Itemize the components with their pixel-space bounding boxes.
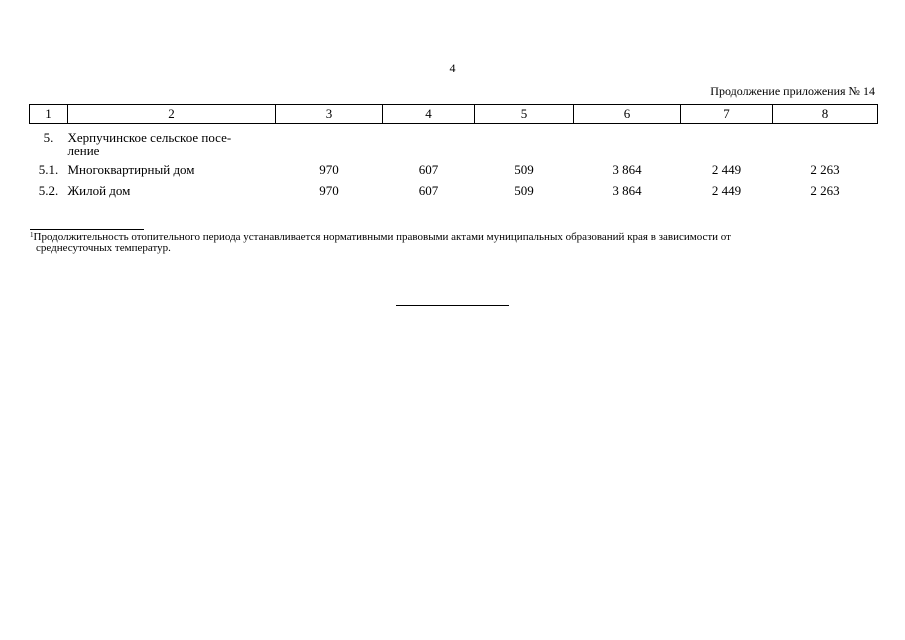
row-value: 2 263: [810, 162, 840, 177]
row-value: 607: [418, 162, 439, 177]
row-value: 2 263: [810, 183, 840, 198]
continuation-label: Продолжение приложения № 14: [710, 84, 875, 98]
footnote-marker: 1: [30, 231, 34, 239]
table-header-row: [30, 105, 878, 124]
footnote-divider: [30, 229, 144, 230]
column-header: 5: [475, 105, 574, 124]
column-header: 2: [68, 105, 276, 124]
column-header: 6: [574, 105, 681, 124]
table-row: [30, 182, 878, 203]
column-header: 4: [383, 105, 475, 124]
row-name: Жилой дом: [67, 183, 131, 198]
row-value: 970: [319, 162, 339, 177]
row-value: 2 449: [711, 162, 742, 177]
row-value: 3 864: [612, 183, 642, 198]
row-value: 3 864: [612, 162, 642, 177]
row-name: Многоквартирный дом: [67, 162, 195, 177]
column-header: 8: [773, 105, 878, 124]
data-table: [29, 104, 878, 203]
column-header: 1: [30, 105, 68, 124]
row-value: 2 449: [711, 183, 742, 198]
column-header: 7: [681, 105, 773, 124]
footnote-line2: среднесуточных температур.: [36, 242, 171, 254]
footnote: [30, 232, 876, 254]
section-name-line1: Херпучинское сельское посе-: [67, 130, 232, 145]
column-header: 3: [276, 105, 383, 124]
row-number: 5.2.: [38, 183, 59, 198]
section-row: [30, 124, 878, 162]
row-value: 970: [319, 183, 339, 198]
page-number: 4: [449, 61, 456, 75]
footnote-line1: Продолжительность отопительного периода устанавливается нормативными правовыми актами муниципальных образований края в зависимости от: [33, 231, 731, 243]
section-number: 5.: [43, 130, 54, 145]
row-number: 5.1.: [38, 162, 59, 177]
section-name: [68, 124, 276, 162]
section-name-line2: ление: [67, 143, 100, 158]
row-value: 509: [514, 183, 534, 198]
row-value: 509: [514, 162, 534, 177]
row-value: 607: [418, 183, 439, 198]
table-row: [30, 161, 878, 182]
end-divider: [396, 305, 509, 306]
